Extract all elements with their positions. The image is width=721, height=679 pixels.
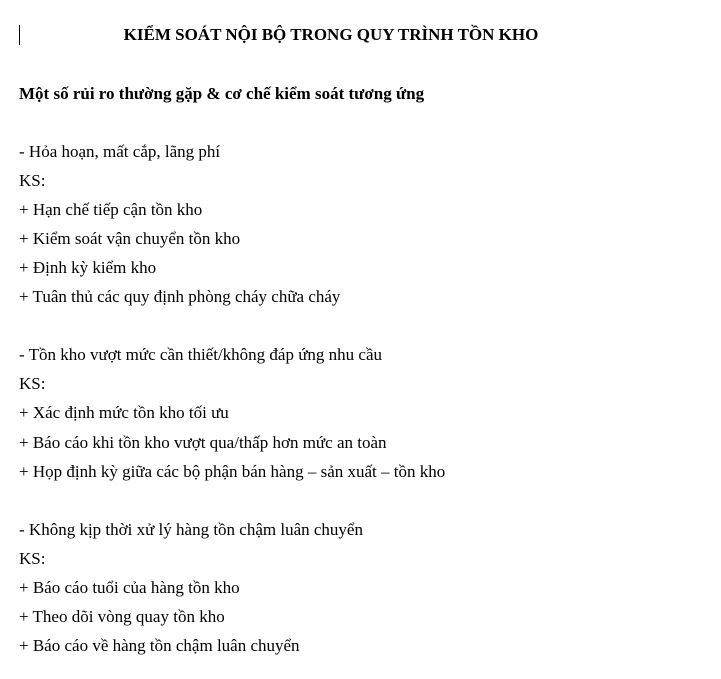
risk-heading: - Hỏa hoạn, mất cắp, lãng phí	[19, 142, 221, 161]
risk-heading: - Không kịp thời xử lý hàng tồn chậm luân chuyển	[19, 520, 363, 539]
control-item: + Báo cáo khi tồn kho vượt qua/thấp hơn mức an toàn	[19, 433, 387, 452]
control-item: + Báo cáo về hàng tồn chậm luân chuyển	[19, 636, 300, 655]
control-item: + Theo dõi vòng quay tồn kho	[19, 607, 225, 626]
control-item: + Xác định mức tồn kho tối ưu	[19, 403, 229, 422]
risk-heading: - Tồn kho vượt mức cần thiết/không đáp ứng nhu cầu	[19, 345, 383, 364]
control-item: + Hạn chế tiếp cận tồn kho	[19, 200, 203, 219]
control-item: + Kiểm soát vận chuyển tồn kho	[19, 229, 241, 248]
control-item: + Định kỳ kiểm kho	[19, 258, 157, 277]
control-item: + Tuân thủ các quy định phòng cháy chữa cháy	[19, 287, 341, 306]
ks-label: KS:	[19, 171, 46, 190]
document-title: KIỂM SOÁT NỘI BỘ TRONG QUY TRÌNH TỒN KHO	[123, 25, 539, 44]
ks-label: KS:	[19, 374, 46, 393]
control-item: + Báo cáo tuổi của hàng tồn kho	[19, 578, 240, 597]
control-item: + Họp định kỳ giữa các bộ phận bán hàng – sản xuất – tồn kho	[19, 462, 446, 481]
ks-label: KS:	[19, 549, 46, 568]
document-subtitle: Một số rủi ro thường gặp & cơ chế kiểm soát tương ứng	[19, 84, 425, 103]
